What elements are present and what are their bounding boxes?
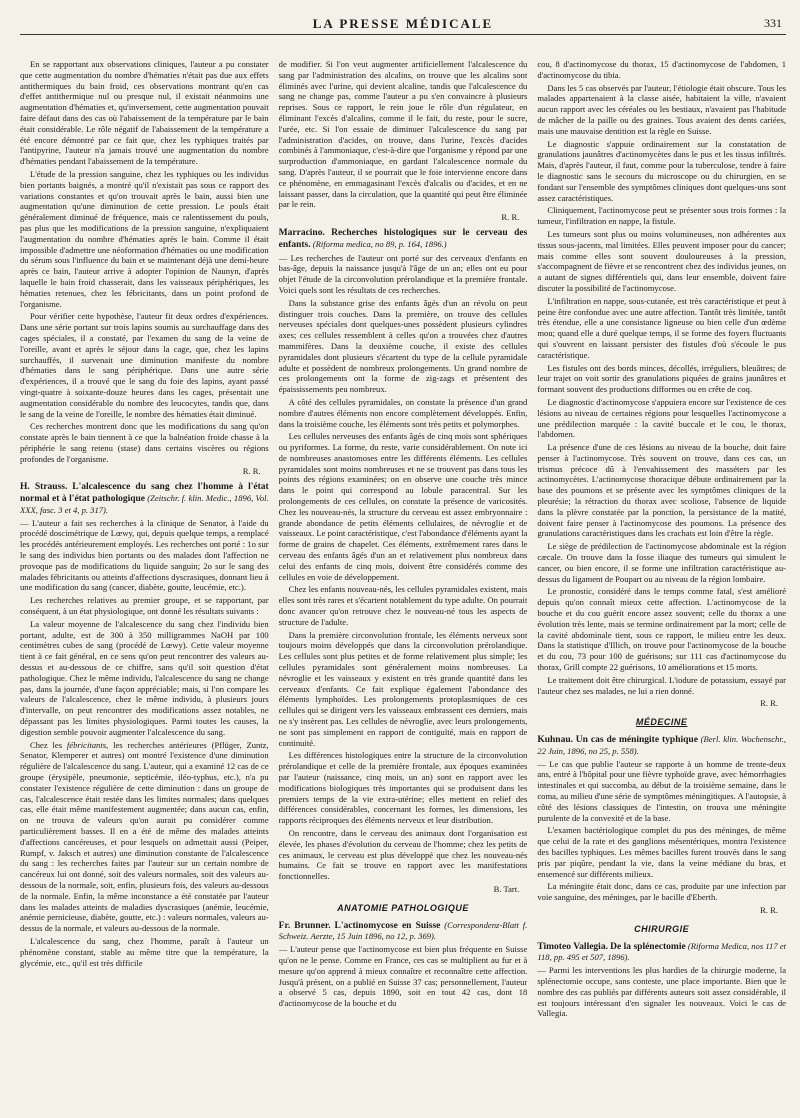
paragraph: Les fistules ont des bords minces, décollés, irréguliers, bleuâtres; de leur trajet on voit sortir des granulations piquées de grains jaunâtres et formant souvent des productions difformes ou en crête de coq. [537,362,786,395]
paragraph: Les cellules nerveuses des enfants âgés de cinq mois sont sphériques ou pyriformes. La forme, du reste, varie considérablement. On note ici de nombreuses anastomoses entre les différents éléments. Les cellules pyramidales sont moins nombreuses et ne se trouvent pas dans tous les points des régions examinées; on en observe une couche très mince dans le point qui correspond au lobule paracentral. Sur les prolongements de ces cellules, on constate la présence de varicosités. Chez les nouveau-nés, la structure du cerveau est assez embryonnaire : grande abondance de petits éléments cellulaires, de névroglie et de vaisseaux. Le point caractéristique, c'est l'abondance d'éléments ayant la forme de grains de chapelet. Ces éléments, extrêmement rares dans le cerveau des enfants âgés d'un an et relativement plus nombreux dans celui des enfants de cinq mois, doivent être considérés comme des cellules en voie de développement. [278,431,528,582]
page-number: 331 [764,16,782,30]
article-reference: (Zeitschr. f. klin. Medic., 1896, Vol. XXX, fasc. 3 et 4, p. 317). [20,493,269,515]
paragraph: Ces recherches montrent donc que les modifications du sang qu'on constate après le bain tiennent à ce que la balnéation froide chasse à la périphérie le sang retenu (stase) dans certains viscères ou régions profondes de l'organisme. [20,421,269,464]
paragraph: Le diagnostic s'appuie ordinairement sur la constatation de granulations jaunâtres d'actinomycètes dans le pus et les tissus infiltrés. Mais, d'après l'auteur, il faut, comme pour la tuberculose, tendre à faire le diagnostic sans le secours du microscope ou du chirurgien, en se fondant sur l'ensemble des symptômes cliniques dont quelques-uns sont assez caractéristiques. [537,138,786,203]
paragraph: La valeur moyenne de l'alcalescence du sang chez l'individu bien portant, adulte, est de 300 à 350 milligrammes NaOH par 100 centimètres cubes de sang (procédé de Lœwy). Cette valeur moyenne tient à ce fait général, en ce sens qu'on peut rencontrer des valeurs au-dessus et au-dessous de ce chiffre, sans qu'il soit question d'état pathologique. Chez le même individu, l'alcalescence du sang ne change pas, dans la journée, d'une façon appréciable; mais, si l'on compare les valeurs de l'alcalescence, chez le même individu, à plusieurs jours d'intervalle, on peut rencontrer des modifications assez notables, ne dépassant pas les limites physiologiques. Parmi toutes les causes, la digestion semble pouvoir augmenter l'alcalescence du sang. [20,618,269,737]
paragraph: Pour vérifier cette hypothèse, l'auteur fit deux ordres d'expériences. Dans une série portant sur trois lapins soumis au surchauffage dans des cages spéciales, il a constaté, par l'examen du sang de la veine de l'oreille, avant et après le séjour dans la cage, que, chez les lapins surchauffés, il survenait une diminution manifeste du nombre d'hématies dans le sang périphérique. Dans une autre série d'expériences, il a trouvé que le sang du foie des lapins, ayant passé vingt-quatre à soixante-douze heures dans les cages, présentait une augmentation considérable du nombre des leucocytes, tandis que, dans le sang de la veine de l'oreille, le nombre des hématies était diminué. [20,311,269,419]
article-heading [20,481,269,515]
paragraph: On rencontre, dans le cerveau des animaux dont l'organisation est élevée, les phases d'évolution du cerveau de l'homme; chez les petits de ces animaux, le cerveau est plus développé que chez les nouveau-nés humains. Ce fait se trouve en rapport avec les manifestations fonctionnelles. [278,827,528,882]
article-title: De la splénectomie [610,941,686,952]
paragraph: Les recherches relatives au premier groupe, et se rapportant, par conséquent, à un état physiologique, ont donné les résultats suivants : [20,595,269,617]
page-header [20,0,786,35]
signature: B. Tart. [493,883,520,894]
paragraph: Le traitement doit être chirurgical. L'iodure de potassium, essayé par l'auteur chez ses malades, ne lui a rien donné. [537,674,786,696]
journal-title: LA PRESSE MÉDICALE [312,16,494,31]
paragraph: L'infiltration en nappe, sous-cutanée, est très caractéristique et peut à peine être confondue avec une autre affection. Tantôt très limitée, tantôt très étendue, elle a une consistance ligneuse ou bien celle d'un œdème mou; quand elle a duré quelque temps, il se forme des foyers fluctuants qui s'ouvrent en laissant persister des fistules d'où s'écoule le pus caractéristique. [537,295,786,360]
signature: R. R. [501,212,520,223]
paragraph: — L'auteur a fait ses recherches à la clinique de Senator, à l'aide du procédé doscimétrique de Lœwy, qui, depuis quelque temps, a remplacé les procédés antérieurement employés. Les recherches ont porté : 1o sur le sang des individus bien portants ou des malades dont l'affection ne provoque pas de modifications du liquide sanguin; 2o sur le sang des malades fébricitants ou atteints d'affections dyscrasiques, donnant lieu à une modification du sang (cancer, diabète, goutte, leucémie, etc.). [20,517,269,593]
article-author: Kuhnau. [537,735,573,746]
paragraph: de modifier. Si l'on veut augmenter artificiellement l'alcalescence du sang par l'administration des alcalins, on trouve que les alcalins sont éliminés avec l'urine, qui devient alcaline, tandis que l'alcalescence du sang ne change pas, comme l'auteur a pu s'en convaincre à plusieurs reprises. Sous ce rapport, le rein joue le rôle d'un régulateur, en éliminant l'excès d'alcalins, comme il le fait, du reste, pour le sucre, l'urée, etc. Si l'on essaie de diminuer l'alcalescence du sang par l'administration d'acides, on trouve, dans l'urine, l'excès d'acides combinés à l'ammoniaque, c'est-à-dire que l'organisme y répond par une surproduction d'ammoniaque, en gardant l'alcalescence normale du sang. D'après l'auteur, il se pourrait que le foie intervienne encore dans ce phénomène, en emmagasinant l'excès d'alcalis ou d'acides, et en ne laissant passer, dans la circulation, que la quantité qui peut être éliminée par le rein. [278,59,528,210]
paragraph: Le diagnostic d'actinomycose s'appuiera encore sur l'existence de ces lésions au niveau de certaines régions pour lesquelles l'actinomycose a une prédilection marquée : la cavité buccale et le cou, le thorax, l'abdomen. [537,396,786,440]
paragraph: — Le cas que publie l'auteur se rapporte à un homme de trente-deux ans, entré à l'hôpital pour une fièvre typhoïde grave, avec hémorrhagies intestinales et qui succomba, au début de la troisième semaine, dans le coma, au milieu d'une série de symptômes méningitiques. A l'autopsie, à côté des lésions classiques de l'intestin, on trouva une méningite purulente de la convexité et de la base. [537,758,786,823]
column-1 [20,59,269,1109]
article-author: Marracino. [278,227,325,238]
article-author: Fr. Brunner. [278,920,331,931]
signature: R. R. [760,904,779,915]
paragraph: A côté des cellules pyramidales, on constate la présence d'un grand nombre d'autres éléments non encore complètement développés. Enfin, dans la troisième couche, les éléments sont très petits et polymorphes. [278,396,528,429]
paragraph: L'examen bactériologique complet du pus des méninges, de même que celui de la rate et des ganglions mésentériques, montra l'existence des bacilles typhiques. Les mêmes bacilles furent trouvés dans le sang pris par piqûre, pendant la vie, dans la veine médiane du bras, et ensemencé sur différents milieux. [537,825,786,879]
paragraph: — Parmi les interventions les plus hardies de la chirurgie moderne, la splénectomie occupe, sans conteste, une place importante. Bien que le nombre des cas publiés par différents auteurs soit assez considérable, il est toujours intéressant d'en signaler les nouveaux. Voici le cas de Vallegia. [537,965,786,1019]
article-title: Un cas de méningite typhique [575,735,698,746]
signature: R. R. [242,466,261,477]
column-3 [537,59,786,1109]
paragraph: Dans les 5 cas observés par l'auteur, l'étiologie était obscure. Tous les malades appartenaient à la classe aisée, habitaient la ville, n'avaient aucun rapport avec les céréales ou les bestiaux, n'avaient pas l'habitude de mâcher de la paille ou des graines. Tous avaient des dents cariées, mais une mauvaise dentition est la règle en Suisse. [537,82,786,136]
section-heading: CHIRURGIE [634,923,690,934]
paragraph: Chez les enfants nouveau-nés, les cellules pyramidales existent, mais elles sont très rares et s'écartent notablement du type adulte. On pourrait donc avancer qu'on retrouve chez le nouveau-né tous les aspects de structure de l'adulte. [278,584,528,627]
paragraph: Chez les fébricitants, les recherches antérieures (Pflüger, Zuntz, Senator, Klemperer et autres) ont montré l'existence d'une diminution régulière de l'alcalescence du sang. L'auteur, qui a examiné 12 cas de ce groupe (érysipèle, pneumonie, septicémie, iléo-typhus, etc.), n'a pu constater l'existence régulière de cette diminution : dans un groupe de cas, l'alcalescence était restée dans les limites normales; dans quelques cas, elle était même manifestement augmentée; dans aucun cas, enfin, on ne trouva de valeurs qu'on aurait pu considérer comme particulièrement basses. Il en a été de même des malades atteints d'affections cancéreuses, et pour lesquels on admettait aussi (Peiper, Rumpf, v. Jaksch et autres) une diminution constante de l'alcalescence du sang : les recherches faites par l'auteur sur un certain nombre de cancéreux lui ont donné, soit des valeurs normales, soit des valeurs au-dessous de la normale, soit, enfin, plusieurs fois, des valeurs au-dessous de la normale. Enfin, la même inconstance a été constatée par l'auteur dans les malades atteints de maladies dyscrasiques (anémie, leucémie, anémie pernicieuse, diabète, goutte, etc.) : valeurs normales, valeurs au-dessus de la normale, et valeurs au-dessous de la normale. [20,739,269,934]
article-heading [537,734,786,757]
paragraph: Les différences histologiques entre la structure de la circonvolution prérolandique et celle de la première frontale, aux époques examinées par l'auteur (naissance, cinq mois, un an) sont en rapport avec les modifications biologiques très importantes qui se produisent dans les premiers temps de la vie extra-utérine; elles mettent en relief des différences considérables, concernant les formes, les dimensions, les rapports réciproques des éléments nerveux et leur distribution. [278,750,528,826]
text-columns [20,59,786,1109]
article-reference: (Riforma medica, no 89, p. 164, 1896.) [312,238,447,249]
article-title: L'alcalescence du sang chez l'homme à l'état normal et à l'état pathologique [20,482,269,505]
article-author: Timoteo Vallegia. [537,941,608,952]
column-2 [279,59,528,1109]
article-heading [537,941,786,964]
article-reference: (Berl. klin. Wochenschr., 22 Juin, 1896, no 25, p. 558). [537,734,786,756]
paragraph: La méningite était donc, dans ce cas, produite par une infection par voie sanguine, des méninges, par le bacille d'Eberth. [537,881,786,903]
section-heading: ANATOMIE PATHOLOGIQUE [337,902,469,913]
paragraph: — Les recherches de l'auteur ont porté sur des cerveaux d'enfants en bas-âge, depuis la naissance jusqu'à l'âge de un an; elles ont eu pour objet l'étude de la circonvolution prérolandique et la première frontale. Voici quels sont les résultats de ces recherches. [278,252,528,295]
article-reference: (Correspondenz-Blatt f. Schweiz. Aerzte, 15 Juin 1896, no 12, p. 369). [278,919,528,942]
article-author: H. Strauss. [20,482,68,493]
paragraph: Cliniquement, l'actinomycose peut se présenter sous trois formes : la tumeur, l'infiltration en nappe, la fistule. [537,205,786,227]
paragraph: Les tumeurs sont plus ou moins volumineuses, non adhérentes aux tissus sous-jacents, mal limitées. Elles peuvent imposer pour du cancer; mais comme elles sont souvent douloureuses à la pression, s'accompagnent de fièvre et se rencontrent chez des individus jeunes, on a autant de signes différentiels qui, dans leur ensemble, doivent faire discuter la possibilité de l'actinomycose. [537,228,786,293]
paragraph: En se rapportant aux observations cliniques, l'auteur a pu constater que cette augmentation du nombre d'hématies n'était pas due aux effets antithermiques du bain froid, ces observations montrant qu'en cas d'effet antithermique nul ou presque nul, il existait néanmoins une augmentation d'hématies et, qu'inversement, cette augmentation pouvait faire défaut dans des cas où l'abaissement de la température par le bain était considérable. Le rôle négatif de l'abaissement de la température a été encore démontré par ce fait que, chez les typhiques traités par l'antipyrine, l'auteur n'a jamais trouvé une augmentation du nombre d'hématies pendant l'abaissement de la température. [20,59,269,167]
paragraph: La présence d'une de ces lésions au niveau de la bouche, doit faire penser à l'actinomycose. Très souvent on trouve, dans ces cas, un trismus précoce dû à l'envahissement des masséters par les actinomycètes. L'actinomycose thoracique débute ordinairement par la base des poumons et se présente avec les symptômes cliniques de la pleurésie; la rétraction du thorax avec scoliose, l'absence de liquide dans la plèvre constatée par la ponction, la persistance de la matité, doivent faire penser à l'actinomycose des poumons. La présence des granulations caractéristiques dans les crachats est loin d'être la règle. [537,442,786,539]
section-heading: MÉDECINE [635,717,688,728]
article-reference: (Riforma Medica, nos 117 et 118, pp. 495 et 507, 1896). [537,940,786,963]
paragraph: L'alcalescence du sang, chez l'homme, paraît à l'auteur un phénomène constant, stable au même titre que la température, la glycémie, etc., qu'il est très difficile [20,935,269,968]
paragraph: cou, 8 d'actinomycose du thorax, 15 d'actinomycose de l'abdomen, 1 d'actinomycose du tibia. [537,59,786,80]
paragraph: — L'auteur pense que l'actinomycose est bien plus fréquente en Suisse qu'on ne le pense. Comme en France, ces cas se multiplient au fur et à mesure qu'on apprend à mieux connaître et reconnaître cette affection. Jusqu'à présent, on a publié en Suisse 37 cas; personnellement, l'auteur a observé 5 cas, depuis 1890, soit en tout 42 cas, dont 18 d'actinomycose de la bouche et du [278,944,528,1009]
paragraph: Le pronostic, considéré dans le temps comme fatal, s'est amélioré depuis qu'on connaît mieux cette affection. L'actinomycose de la bouche et du cou guérit encore assez souvent; celle du thorax a une évolution très lente, mais se termine ordinairement par la mort; celle de la cavité abdominale tient, sous ce rapport, le milieu entre les deux. Dans la statistique d'Illich, on trouve pour l'actinomycose de la bouche et du cou, 73 pour 100 de guérisons; sur 111 cas d'actinomycose du thorax, Grill compte 22 guérisons, 10 améliorations et 15 morts. [537,586,786,673]
signature: R. R. [760,698,779,709]
paragraph: Le siège de prédilection de l'actinomycose abdominale est la région cæcale. On trouve dans la fosse iliaque des tumeurs qui simulent le cancer, ou bien encore, il se forme une infiltration caractéristique au-dessus du ligament de Poupart ou au niveau de la région lombaire. [537,541,786,584]
paragraph: L'étude de la pression sanguine, chez les typhiques ou les individus bien portants baignés, a montré qu'il n'existait pas sous ce rapport des variations constantes et qu'on trouvait après le bain, aussi bien une augmentation qu'une diminution de cette pression. Le pouls était généralement diminué de fréquence, mais ce ralentissement du pouls, pas plus que les modifications de la pression sanguine, n'expliquaient l'augmentation du nombre d'hématies après le bain. Comme il était impossible d'admettre une néoformation d'hématies ou une modification du sérum sous l'influence du bain et se maintenant déjà une demi-heure après ce bain, l'auteur arrive à adopter l'opinion de Naunyn, d'après laquelle le bain froid chasserait, dans les vaisseaux périphériques, les hématies retenues, chez les fébricitants, dans un point profond de l'organisme. [20,168,269,309]
article-title: L'actinomycose en Suisse [334,920,441,931]
article-heading [279,920,528,943]
article-heading [279,227,528,251]
article-title: Recherches histologiques sur le cerveau des enfants. [278,227,528,250]
paragraph: Dans la substance grise des enfants âgés d'un an révolu on peut distinguer trois couches. Dans la première, on trouve des cellules nerveuses spéciales dont quelques-unes possèdent plusieurs cylindres axes; ces cellules ressemblent à celles qu'on a trouvées chez d'autres mammifères. Dans la deuxième couche, il existe des cellules pyramidales dont plusieurs s'écartent du type de la cellule pyramidale adulte et possèdent de nombreux prolongements. Un grand nombre de ces prolongements ont la forme de zig-zags et présentent des épaississements peu nombreux. [278,297,528,395]
paragraph: Dans la première circonvolution frontale, les éléments nerveux sont toujours moins développés que dans la circonvolution prérolandique. Les cellules sont plus petites et de forme relativement plus simple; les cellules pyramidales sont généralement moins nombreuses. La névroglie et les vaisseaux y existent en très grande quantité dans les cerveaux d'enfants. Ce fait explique également l'abondance des éléments lymphoïdes. Les prolongements protoplasmiques de ces cellules qui se dirigent vers les vaisseaux embrassent ces derniers, mais ne s'y insèrent pas. Les cellules de névroglie, avec leurs prolongements, ne sont pas simplement en rapport de contiguïté, mais en rapport de continuité. [278,629,528,748]
